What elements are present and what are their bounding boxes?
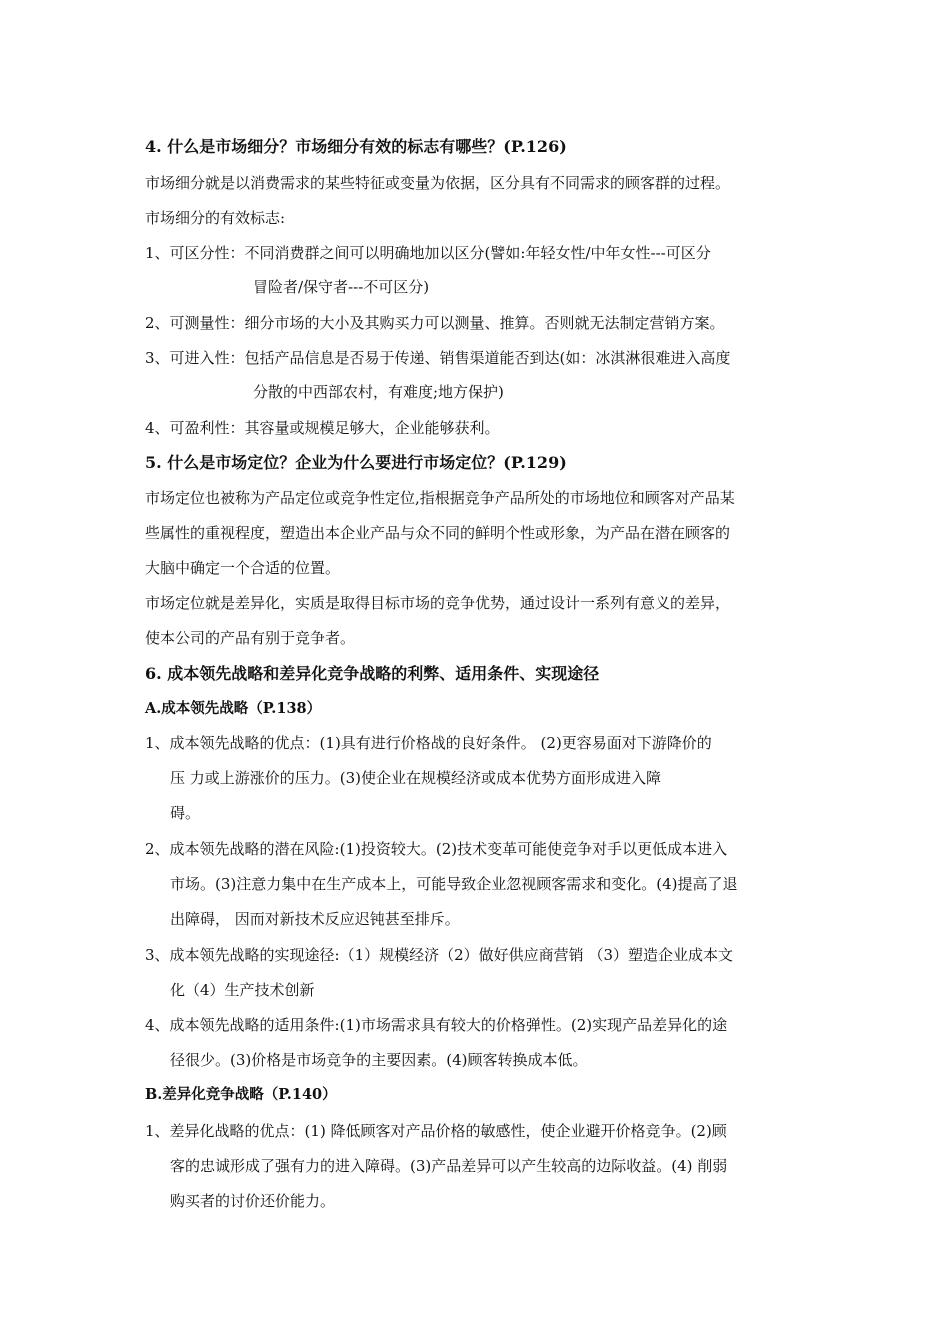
- paragraph: 市场细分就是以消费需求的某些特征或变量为依据，区分具有不同需求的顾客群的过程。: [145, 174, 731, 192]
- list-item-continuation: 冒险者/保守者---不可区分): [253, 278, 430, 296]
- paragraph-line: 使本公司的产品有别于竞争者。: [145, 629, 356, 647]
- list-item: 1、可区分性：不同消费群之间可以明确地加以区分(譬如:年轻女性/中年女性---可区分: [145, 244, 711, 262]
- section-heading-4: 4. 什么是市场细分？市场细分有效的标志有哪些？(P.126): [145, 137, 567, 156]
- paragraph-line: 些属性的重视程度，塑造出本企业产品与众不同的鲜明个性或形象，为产品在潜在顾客的: [145, 524, 731, 542]
- list-item-continuation: 出障碍， 因而对新技术反应迟钝甚至排斥。: [170, 910, 460, 928]
- list-item-continuation: 购买者的讨价还价能力。: [170, 1192, 336, 1210]
- list-item: 3、可进入性：包括产品信息是否易于传递、销售渠道能否到达(如：冰淇淋很难进入高度: [145, 349, 731, 367]
- subsection-heading-a: A.成本领先战略（P.138）: [145, 700, 322, 717]
- list-item-continuation: 客的忠诚形成了强有力的进入障碍。(3)产品差异可以产生较高的边际收益。(4) 削弱: [170, 1157, 728, 1175]
- list-item: 1、成本领先战略的优点：(1)具有进行价格战的良好条件。 (2)更容易面对下游降价的: [145, 734, 712, 752]
- paragraph-line: 市场定位就是差异化，实质是取得目标市场的竞争优势，通过设计一系列有意义的差异，: [145, 594, 731, 612]
- list-item-continuation: 压 力或上游涨价的压力。(3)使企业在规模经济或成本优势方面形成进入障: [170, 769, 662, 787]
- list-item: 2、可测量性：细分市场的大小及其购买力可以测量、推算。否则就无法制定营销方案。: [145, 314, 725, 332]
- section-heading-6: 6. 成本领先战略和差异化竞争战略的利弊、适用条件、实现途径: [145, 664, 600, 683]
- paragraph: 市场细分的有效标志:: [145, 209, 286, 227]
- list-item-continuation: 径很少。(3)价格是市场竞争的主要因素。(4)顾客转换成本低。: [170, 1051, 588, 1069]
- list-item-continuation: 分散的中西部农村，有难度;地方保护): [253, 383, 504, 401]
- list-item-continuation: 化（4）生产技术创新: [170, 981, 315, 999]
- list-item: 3、成本领先战略的实现途径:（1）规模经济（2）做好供应商营销 （3）塑造企业成本文: [145, 946, 733, 964]
- paragraph-line: 市场定位也被称为产品定位或竞争性定位,指根据竞争产品所处的市场地位和顾客对产品某: [145, 489, 735, 507]
- paragraph-line: 大脑中确定一个合适的位置。: [145, 559, 341, 577]
- list-item-continuation: 市场。(3)注意力集中在生产成本上，可能导致企业忽视顾客需求和变化。(4)提高了退: [170, 875, 738, 893]
- section-heading-5: 5. 什么是市场定位？企业为什么要进行市场定位？(P.129): [145, 453, 567, 472]
- list-item: 4、成本领先战略的适用条件:(1)市场需求具有较大的价格弹性。(2)实现产品差异化的途: [145, 1016, 728, 1034]
- list-item: 1、差异化战略的优点：(1) 降低顾客对产品价格的敏感性，使企业避开价格竞争。(2)顾: [145, 1122, 727, 1140]
- subsection-heading-b: B.差异化竞争战略（P.140）: [145, 1086, 337, 1103]
- list-item-continuation: 碍。: [170, 804, 201, 822]
- list-item: 4、可盈利性：其容量或规模足够大，企业能够获利。: [145, 419, 500, 437]
- list-item: 2、成本领先战略的潜在风险:(1)投资较大。(2)技术变革可能使竞争对手以更低成本进入: [145, 840, 728, 858]
